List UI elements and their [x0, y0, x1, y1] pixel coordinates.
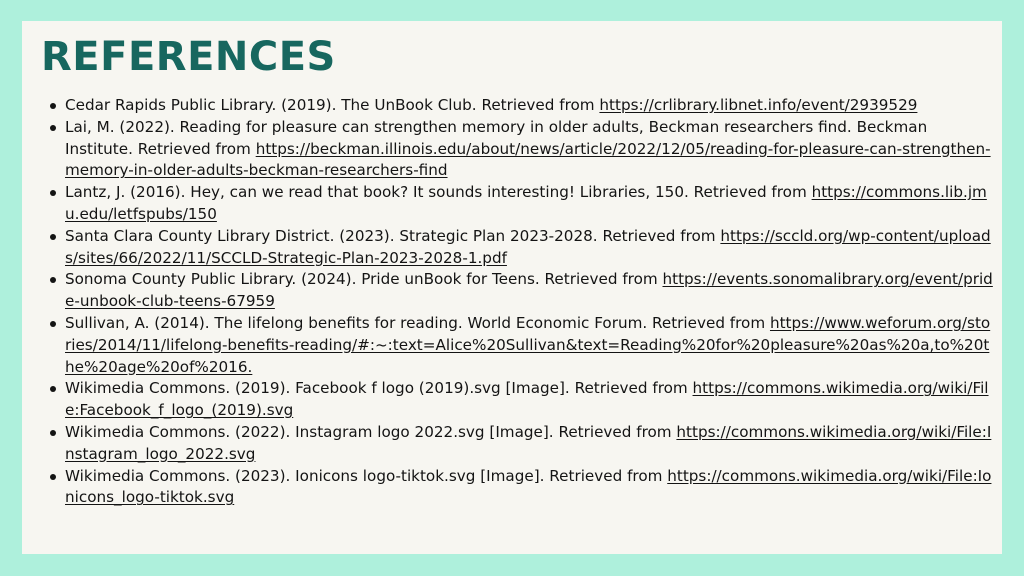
- reference-item: [65, 378, 995, 422]
- page-title: REFERENCES: [41, 34, 336, 80]
- reference-text: Wikimedia Commons. (2023). Ionicons logo-tiktok.svg [Image]. Retrieved from: [65, 466, 668, 485]
- bullet-icon: [50, 321, 56, 327]
- slide: [22, 21, 1002, 554]
- reference-link[interactable]: https://beckman.illinois.edu/about/news/article/2022/12/05/reading-for-pleasure-can-strengthen-memory-in-older-adults-beckman-researchers-find: [65, 139, 991, 180]
- reference-text: Lai, M. (2022). Reading for pleasure can strengthen memory in older adults, Beckman researchers find. Beckman Institute. Retrieved from: [65, 117, 928, 158]
- bullet-icon: [50, 234, 56, 240]
- reference-text: Wikimedia Commons. (2019). Facebook f logo (2019).svg [Image]. Retrieved from: [65, 379, 693, 398]
- reference-link[interactable]: https://commons.wikimedia.org/wiki/File:Facebook_f_logo_(2019).svg: [65, 379, 989, 420]
- reference-text: Santa Clara County Library District. (2023). Strategic Plan 2023-2028. Retrieved from: [65, 226, 721, 245]
- reference-item: [65, 422, 995, 466]
- bullet-icon: [50, 277, 56, 283]
- reference-item: [65, 95, 995, 117]
- reference-text: Sullivan, A. (2014). The lifelong benefits for reading. World Economic Forum. Retrieved from: [65, 313, 770, 332]
- bullet-icon: [50, 386, 56, 392]
- reference-item: [65, 466, 995, 510]
- reference-link[interactable]: https://commons.wikimedia.org/wiki/File:Instagram_logo_2022.svg: [65, 422, 992, 463]
- bullet-icon: [50, 430, 56, 436]
- bullet-icon: [50, 125, 56, 131]
- reference-list: [65, 95, 995, 509]
- reference-item: [65, 117, 995, 182]
- reference-text: Wikimedia Commons. (2022). Instagram logo 2022.svg [Image]. Retrieved from: [65, 422, 677, 441]
- reference-item: [65, 226, 995, 270]
- reference-text: Lantz, J. (2016). Hey, can we read that book? It sounds interesting! Libraries, 150. Retrieved from: [65, 183, 812, 202]
- reference-link[interactable]: https://sccld.org/wp-content/uploads/sites/66/2022/11/SCCLD-Strategic-Plan-2023-2028-1.pdf: [65, 226, 991, 267]
- reference-link[interactable]: https://www.weforum.org/stories/2014/11/lifelong-benefits-reading/#:~:text=Alice%20Sullivan&text=Reading%20for%20pleasure%20as%20a,to%20the%20age%20of%2016.: [65, 313, 991, 376]
- reference-text: Sonoma County Public Library. (2024). Pride unBook for Teens. Retrieved from: [65, 270, 663, 289]
- reference-link[interactable]: https://crlibrary.libnet.info/event/2939529: [599, 96, 918, 114]
- reference-text: Cedar Rapids Public Library. (2019). The UnBook Club. Retrieved from: [65, 96, 600, 114]
- reference-item: [65, 313, 995, 378]
- reference-link[interactable]: https://commons.wikimedia.org/wiki/File:Ionicons_logo-tiktok.svg: [65, 466, 992, 507]
- reference-link[interactable]: https://commons.lib.jmu.edu/letfspubs/150: [65, 183, 987, 223]
- bullet-icon: [50, 190, 56, 196]
- bullet-icon: [50, 103, 56, 109]
- reference-item: [65, 269, 995, 313]
- reference-link[interactable]: https://events.sonomalibrary.org/event/pride-unbook-club-teens-67959: [65, 270, 993, 311]
- reference-item: [65, 182, 995, 226]
- bullet-icon: [50, 474, 56, 480]
